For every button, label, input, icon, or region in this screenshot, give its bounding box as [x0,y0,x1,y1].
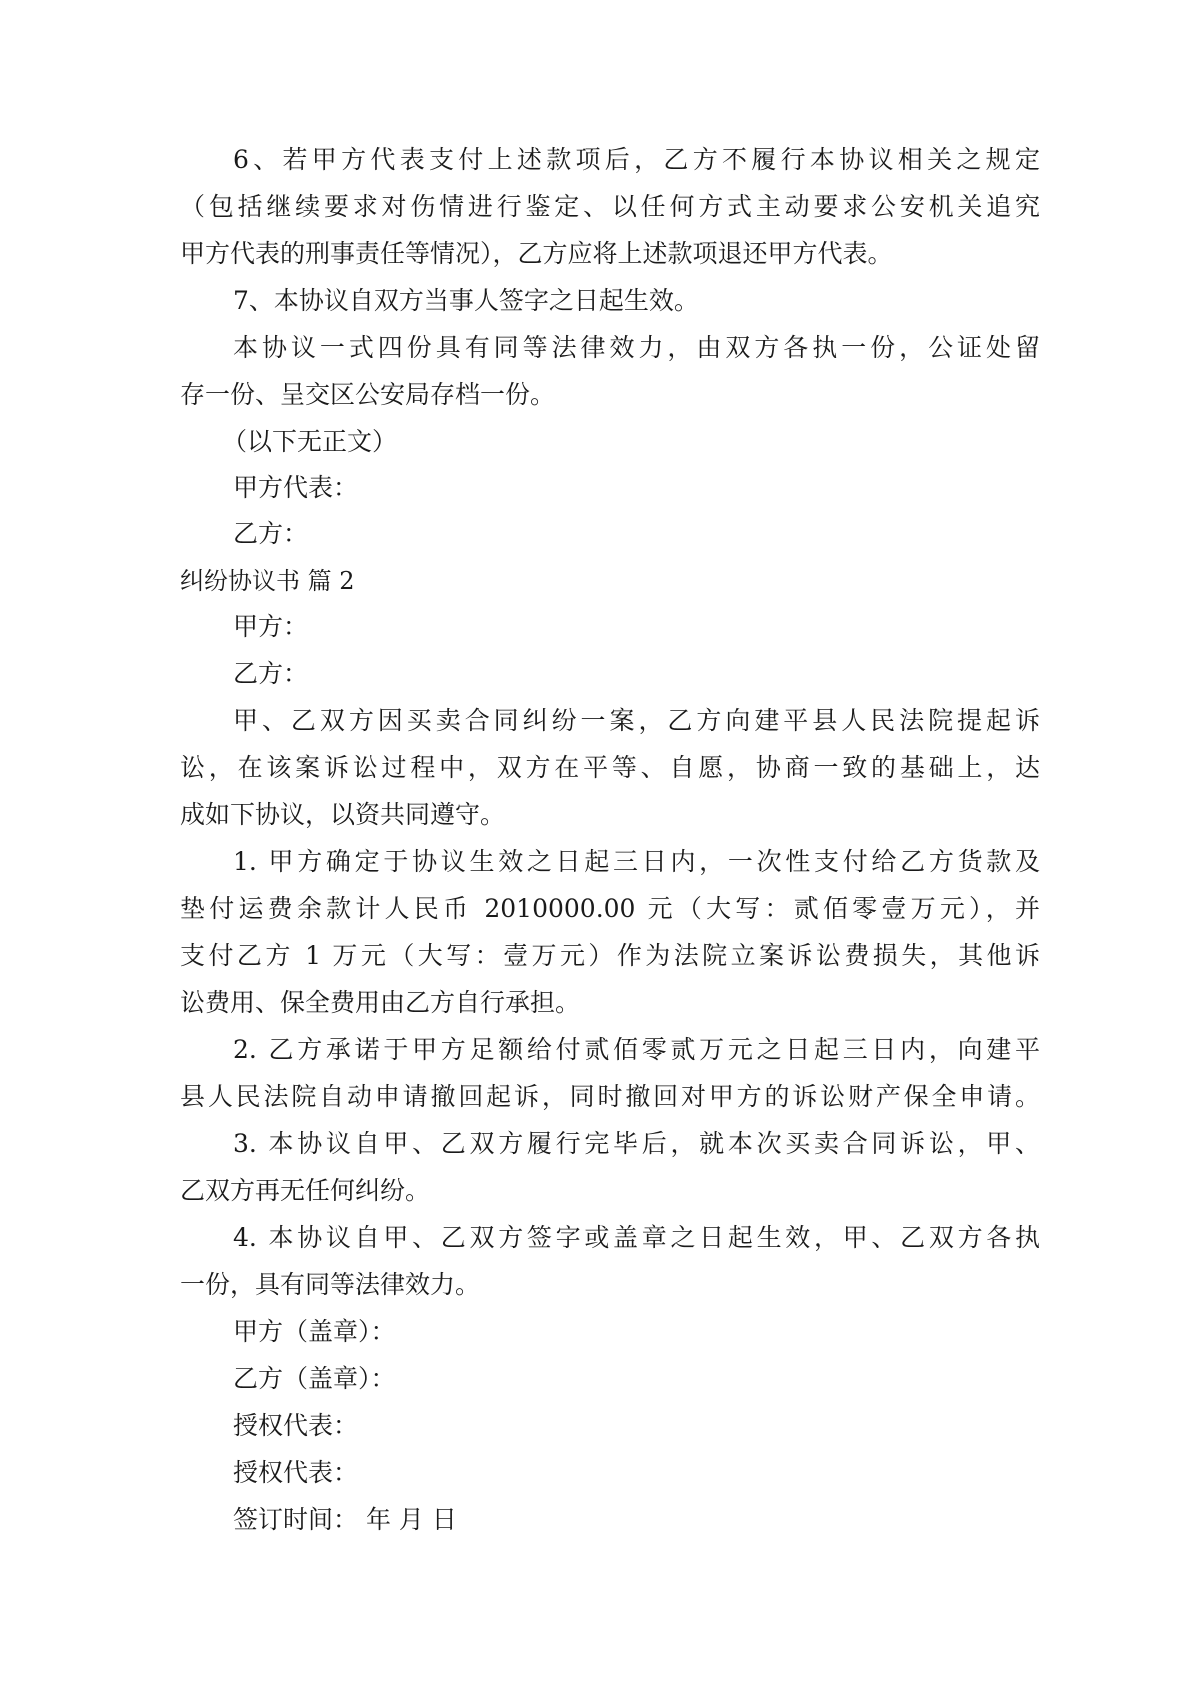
authorized-rep-label-2: 授权代表： [233,1458,359,1487]
section-heading: 纠纷协议书 篇 2 [180,567,355,595]
copies-line-2: 存一份、呈交区公安局存档一份。 [180,380,556,409]
intro-line-3: 成如下协议，以资共同遵守。 [180,800,506,829]
authorized-rep-label-1: 授权代表： [233,1411,359,1440]
signing-date-label: 签订时间： 年 月 日 [233,1505,457,1534]
item-4-line-2: 一份，具有同等法律效力。 [180,1270,481,1299]
copies-line-1: 本协议一式四份具有同等法律效力，由双方各执一份，公证处留 [233,333,1040,362]
item-4-line-1: 4. 本协议自甲、乙双方签字或盖章之日起生效，甲、乙双方各执 [233,1223,1040,1252]
party-b-label-2: 乙方： [233,659,309,688]
item-3-line-1: 3. 本协议自甲、乙双方履行完毕后，就本次买卖合同诉讼，甲、 [233,1129,1040,1158]
item-2-line-1: 2. 乙方承诺于甲方足额给付贰佰零贰万元之日起三日内，向建平 [233,1035,1040,1064]
party-a-rep-label: 甲方代表： [233,473,359,502]
item-2-line-2: 县人民法院自动申请撤回起诉，同时撤回对甲方的诉讼财产保全申请。 [180,1082,1040,1111]
party-a-seal-label: 甲方（盖章）： [233,1317,396,1346]
clause-6-line-2: （包括继续要求对伤情进行鉴定、以任何方式主动要求公安机关追究 [180,192,1040,221]
party-b-seal-label: 乙方（盖章）： [233,1364,396,1393]
party-a-label: 甲方： [233,612,309,641]
item-1-line-1: 1. 甲方确定于协议生效之日起三日内，一次性支付给乙方货款及 [233,847,1040,876]
clause-7: 7、本协议自双方当事人签字之日起生效。 [233,286,699,315]
clause-6-line-1: 6、若甲方代表支付上述款项后，乙方不履行本协议相关之规定 [233,145,1040,174]
item-1-line-2: 垫付运费余款计人民币 2010000.00 元（大写：贰佰零壹万元），并 [180,894,1040,923]
no-text-below: （以下无正文） [222,427,398,456]
item-1-line-3: 支付乙方 1 万元（大写：壹万元）作为法院立案诉讼费损失，其他诉 [180,941,1040,970]
item-3-line-2: 乙双方再无任何纠纷。 [180,1176,431,1205]
intro-line-1: 甲、乙双方因买卖合同纠纷一案，乙方向建平县人民法院提起诉 [233,706,1040,735]
intro-line-2: 讼，在该案诉讼过程中，双方在平等、自愿，协商一致的基础上，达 [180,753,1040,782]
clause-6-line-3: 甲方代表的刑事责任等情况），乙方应将上述款项退还甲方代表。 [180,239,893,268]
party-b-label: 乙方： [233,519,309,548]
item-1-line-4: 讼费用、保全费用由乙方自行承担。 [180,988,581,1017]
